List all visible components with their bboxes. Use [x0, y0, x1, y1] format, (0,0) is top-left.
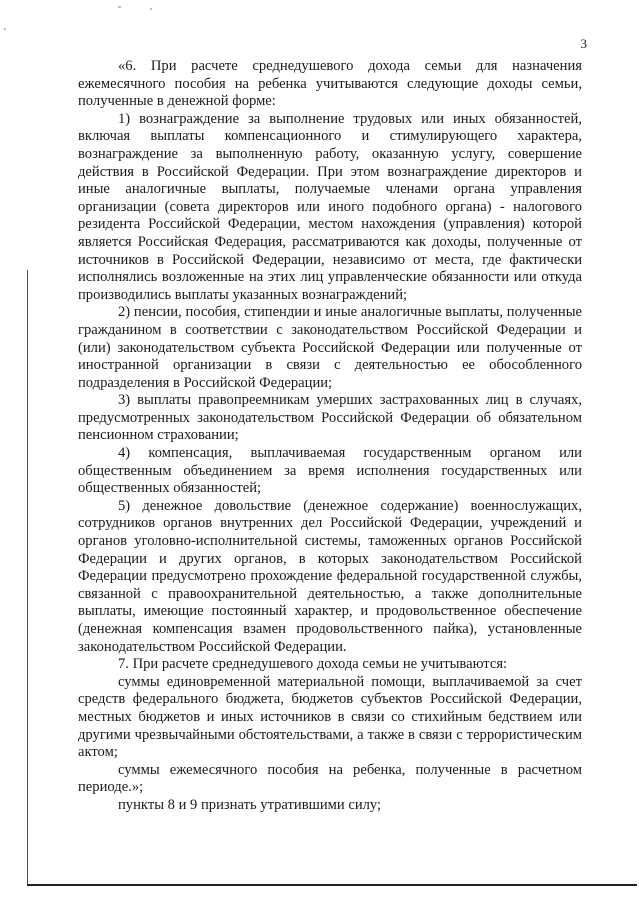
paragraph-item-7: 7. При расчете среднедушевого дохода семьи не учитываются:: [118, 656, 508, 673]
paragraph-repeal: пункты 8 и 9 признать утратившими силу;: [118, 796, 382, 813]
paragraph-subitem-3: 3) выплаты правопреемникам умерших застрахованных лиц в случаях, предусмотренных законодательством Российской Федерации об обязательном пенсионном страховании;: [78, 392, 582, 444]
paragraph-exclusion-allowance: суммы ежемесячного пособия на ребенка, полученные в расчетном периоде.»;: [78, 761, 582, 796]
scan-edge-bottom: [27, 884, 637, 886]
scan-speck: [118, 6, 121, 8]
paragraph-subitem-2: 2) пенсии, пособия, стипендии и иные аналогичные выплаты, полученные гражданином в соответствии с законодательством Российской Федерации и (или) законодательством субъекта Российской Федерации или полученные от иностранной организации в связи с деятельностью ее обособленного подразделения в Российской Федерации;: [78, 304, 582, 391]
paragraph-subitem-1: 1) вознаграждение за выполнение трудовых или иных обязанностей, включая выплаты компенсационного и стимулирующего характера, вознаграждение за выполненную работу, оказанную услугу, совершение действия в Российской Федерации. При этом вознаграждение директоров и иные аналогичные выплаты, получаемые членами органа управления организации (совета директоров или иного подобного органа) - налогового резидента Российской Федерации, местом нахождения (управления) которой является Российская Федерация, рассматриваются как доходы, полученные от источников в Российской Федерации, независимо от места, где фактически исполнялись возложенные на этих лиц управленческие обязанности или откуда производились выплаты указанных вознаграждений;: [78, 110, 582, 303]
scan-speck: [4, 28, 6, 30]
scan-speck: [150, 8, 152, 10]
page-number: 3: [580, 36, 587, 51]
scan-edge-left: [27, 270, 28, 885]
paragraph-subitem-5: 5) денежное довольствие (денежное содержание) военнослужащих, сотрудников органов внутренних дел Российской Федерации, учреждений и органов уголовно-исполнительной системы, таможенных органов Российской Федерации и других органов, в которых законодательством Российской Федерации предусмотрено прохождение федеральной государственной службы, связанной с правоохранительной деятельностью, а также дополнительные выплаты, имеющие постоянный характер, и продовольственное обеспечение (денежная компенсация взамен продовольственного пайка), установленные законодательством Российской Федерации.: [78, 497, 582, 655]
document-body: [78, 58, 582, 815]
paragraph-exclusion-aid: суммы единовременной материальной помощи, выплачиваемой за счет средств федерального бюджета, бюджетов субъектов Российской Федерации, местных бюджетов и иных источников в связи со стихийным бедствием или другими чрезвычайными обстоятельствами, а также в связи с террористическим актом;: [78, 673, 582, 761]
paragraph-item-6: «6. При расчете среднедушевого дохода семьи для назначения ежемесячного пособия на ребенка учитываются следующие доходы семьи, полученные в денежной форме:: [78, 58, 582, 110]
paragraph-subitem-4: 4) компенсация, выплачиваемая государственным органом или общественным объединением за время исполнения государственных или общественных обязанностей;: [78, 445, 582, 497]
